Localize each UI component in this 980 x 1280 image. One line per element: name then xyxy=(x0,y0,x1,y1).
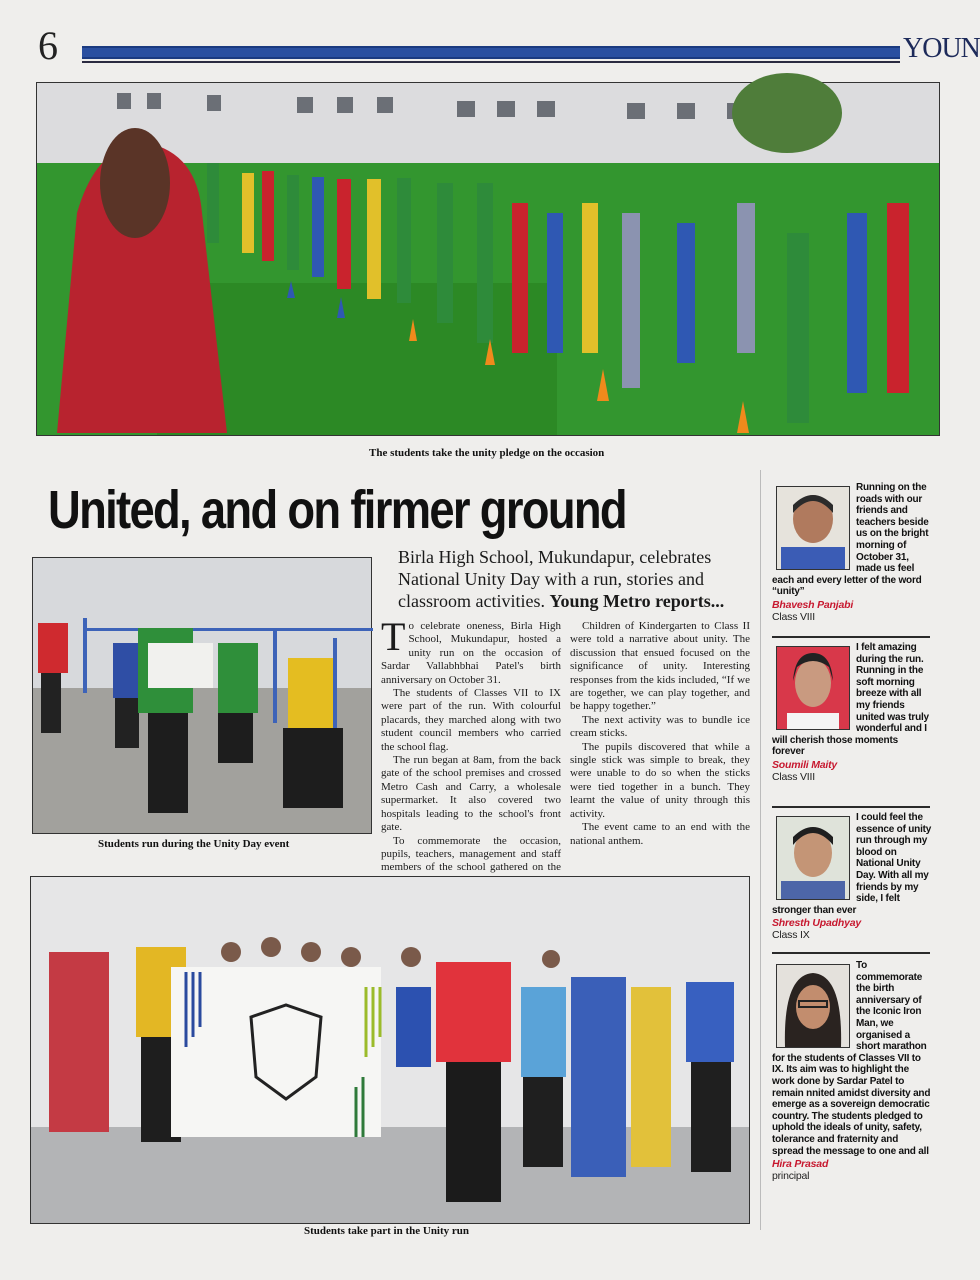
quote-text: I felt amazing during the run. Running in the soft morning breeze with all my friends united was truly wonderful and I will cherish those moments forever xyxy=(772,642,929,758)
quote-text: Running on the roads with our friends and teachers beside us on the bright morning of October 31, made us feel each and every letter of the word “unity” xyxy=(772,482,929,598)
quote-card xyxy=(772,482,932,623)
quote-separator xyxy=(772,952,930,954)
article-paragraph: To celebrate oneness, Birla High School, Mukundapur, hosted a unity run on the occasion of Sardar Vallabhbhai Patel's birth anniversary on October 31. xyxy=(381,614,561,686)
portrait-student-illustration xyxy=(777,647,849,729)
quote-author-name: Bhavesh Panjabi xyxy=(772,598,854,611)
standfirst-text: Birla High School, Mukundapur, celebrates National Unity Day with a run, stories and classroom activities. xyxy=(398,547,712,611)
article-paragraph: To commemorate the occasion, pupils, teachers, management and staff members of the school gathered on the xyxy=(381,834,561,874)
portrait-student-illustration xyxy=(777,487,849,569)
article-paragraph: Children of Kindergarten to Class II were told a narrative about unity. The discussion that ensued focused on the significance of unity. Interesting responses from the kids included, “If we are together, we can play together, and be happy together.” xyxy=(570,620,750,713)
quote-card xyxy=(772,812,932,942)
quote-author-role: Class VIII xyxy=(772,610,815,623)
portrait-photo xyxy=(776,646,850,730)
quote-separator xyxy=(772,806,930,808)
quote-separator xyxy=(772,636,930,638)
article-column-2 xyxy=(570,620,750,848)
photo-caption-unity-run: Students take part in the Unity run xyxy=(304,1225,470,1237)
photo-caption-running: Students run during the Unity Day event xyxy=(98,838,290,850)
drop-cap: T xyxy=(381,614,406,659)
section-masthead: YOUN xyxy=(903,33,980,64)
quote-author-name: Hira Prasad xyxy=(772,1158,829,1171)
page-number: 6 xyxy=(38,23,58,68)
article-paragraph: The pupils discovered that while a single stick was simple to break, they were unable to do so when the sticks were tied together in a bunch. They learnt the value of unity through this activity. xyxy=(570,740,750,820)
portrait-photo xyxy=(776,486,850,570)
article-standfirst xyxy=(398,546,758,612)
header-rule xyxy=(82,46,900,64)
article-column-1 xyxy=(381,614,561,903)
photo-unity-pledge xyxy=(36,82,940,436)
quote-text: To commemorate the birth anniversary of the Iconic Iron Man, we organised a short marathon for the students of Classes VII to IX. Its aim was to highlight the work done by Sardar Patel to remain nnited amidst diversity and emerge as a sovereign democratic country. The students pledged to uphold the ideals of unity, safety, tolerance and fraternity and spread the message to one and all xyxy=(772,960,931,1157)
portrait-photo xyxy=(776,964,850,1048)
standfirst-byline: Young Metro reports... xyxy=(549,591,725,611)
quote-text: I could feel the essence of unity run through my blood on National Unity Day. With all my friends by my side, I felt stronger than ever xyxy=(772,812,932,916)
header-rule-band xyxy=(82,46,900,59)
article-headline: United, and on firmer ground xyxy=(48,480,626,540)
photo-caption-pledge: The students take the unity pledge on the occasion xyxy=(369,447,605,459)
photo-unity-run-banner xyxy=(30,876,750,1224)
quote-author-role: principal xyxy=(772,1169,810,1182)
article-paragraph: The event came to an end with the national anthem. xyxy=(570,821,750,847)
photo-unity-run-illustration xyxy=(31,877,749,1223)
article-paragraph: The run began at 8am, from the back gate of the school premises and crossed Metro Cash and Carry, a wholesale supermarket. It also covered two hospitals leading to the school's front gate. xyxy=(381,754,561,834)
photo-unity-pledge-illustration xyxy=(37,83,939,435)
header-rule-line xyxy=(82,61,900,63)
quote-author-name: Soumili Maity xyxy=(772,758,838,771)
quote-author-role: Class VIII xyxy=(772,770,815,783)
quote-card xyxy=(772,642,932,783)
quote-card xyxy=(772,960,932,1182)
portrait-student-illustration xyxy=(777,817,849,899)
photo-students-running-illustration xyxy=(33,558,371,833)
quote-author-role: Class IX xyxy=(772,928,810,941)
quote-author-name: Shresth Upadhyay xyxy=(772,917,861,930)
portrait-photo xyxy=(776,816,850,900)
article-paragraph: The students of Classes VII to IX were part of the run. With colourful placards, they marched along with two student council members who carried the school flag. xyxy=(381,687,561,753)
photo-students-running xyxy=(32,557,372,834)
article-paragraph: The next activity was to bundle ice cream sticks. xyxy=(570,713,750,740)
column-divider xyxy=(760,470,761,1230)
portrait-principal-illustration xyxy=(777,965,849,1047)
